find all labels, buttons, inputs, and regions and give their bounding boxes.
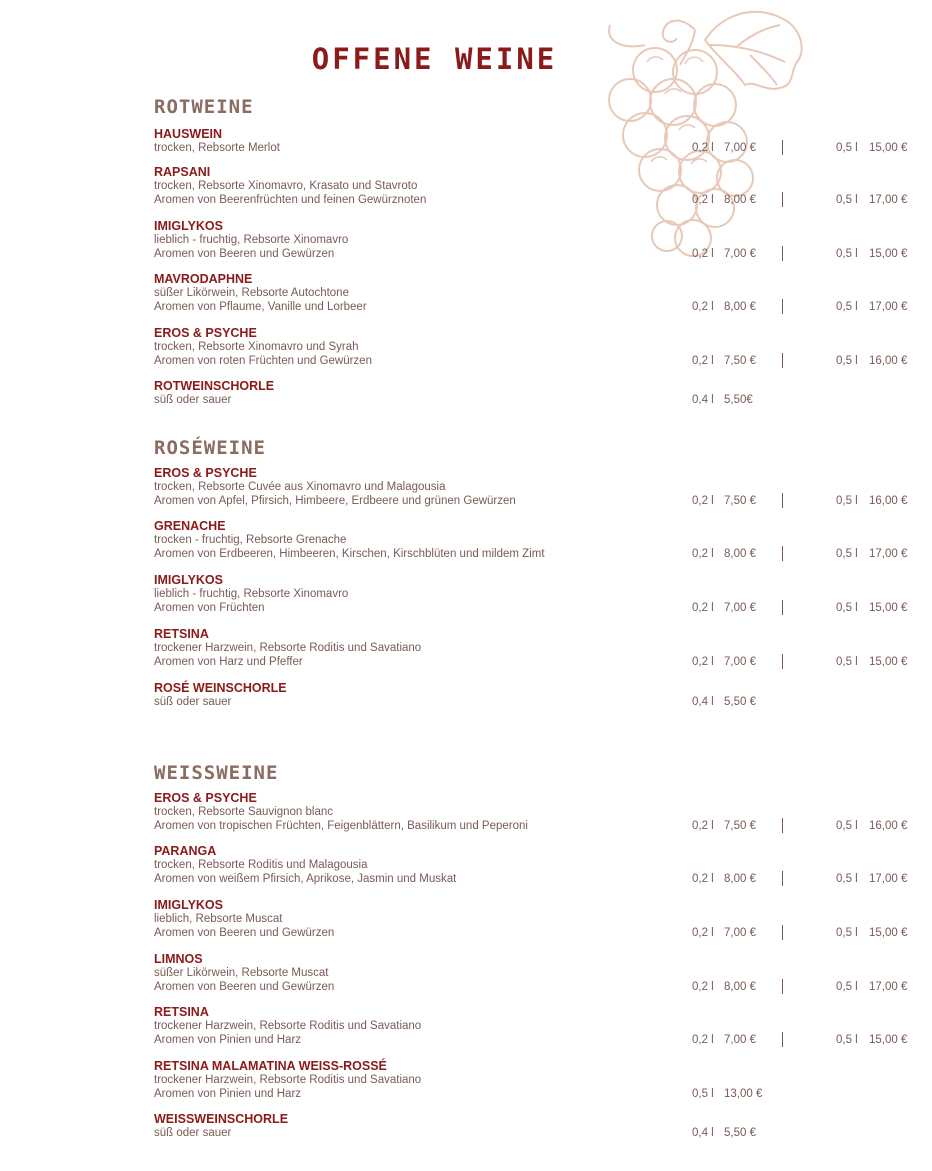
price-small: 13,00 €	[724, 1088, 763, 1100]
price-separator	[782, 871, 783, 886]
wine-item	[154, 326, 908, 368]
price-small: 5,50€	[724, 394, 753, 406]
volume-small: 0,2 l	[692, 656, 714, 668]
wine-description: trocken, Rebsorte Sauvignon blanc	[154, 806, 333, 818]
wine-description: Aromen von Beerenfrüchten und feinen Gewürznoten	[154, 194, 427, 206]
price-separator	[782, 979, 783, 994]
wine-description: Aromen von Apfel, Pfirsich, Himbeere, Erdbeere und grünen Gewürzen	[154, 495, 516, 507]
price-row	[692, 1087, 932, 1101]
wine-name: RAPSANI	[154, 165, 211, 179]
wine-name: RETSINA	[154, 1005, 209, 1019]
price-row	[692, 695, 932, 709]
wine-name: WEISSWEINSCHORLE	[154, 1112, 289, 1126]
wine-description: süß oder sauer	[154, 1127, 232, 1139]
wine-item	[154, 127, 908, 155]
price-separator	[782, 493, 783, 508]
price-row	[692, 247, 932, 261]
wine-description: lieblich, Rebsorte Muscat	[154, 913, 283, 925]
price-row	[692, 926, 932, 940]
price-small: 7,00 €	[724, 1034, 756, 1046]
volume-small: 0,4 l	[692, 696, 714, 708]
volume-small: 0,2 l	[692, 142, 714, 154]
wine-description: trockener Harzwein, Rebsorte Roditis und Savatiano	[154, 1074, 422, 1086]
price-row	[692, 354, 932, 368]
price-row	[692, 193, 932, 207]
wine-name: PARANGA	[154, 844, 217, 858]
price-row	[692, 494, 932, 508]
wine-name: IMIGLYKOS	[154, 573, 223, 587]
wine-name: GRENACHE	[154, 519, 226, 533]
wine-description: Aromen von weißem Pfirsich, Aprikose, Jasmin und Muskat	[154, 873, 457, 885]
price-row	[692, 1033, 932, 1047]
wine-item	[154, 165, 908, 207]
wine-name: LIMNOS	[154, 952, 203, 966]
price-small: 5,50 €	[724, 696, 756, 708]
volume-large: 0,5 l	[836, 248, 858, 260]
price-small: 7,50 €	[724, 355, 756, 367]
wine-description: süßer Likörwein, Rebsorte Autochtone	[154, 287, 349, 299]
price-row	[692, 601, 932, 615]
wine-name: EROS & PSYCHE	[154, 326, 257, 340]
price-large: 15,00 €	[869, 142, 908, 154]
wine-description: süßer Likörwein, Rebsorte Muscat	[154, 967, 329, 979]
wine-name: RETSINA MALAMATINA WEISS-ROSSÉ	[154, 1059, 387, 1073]
wine-description: süß oder sauer	[154, 394, 232, 406]
wine-name: MAVRODAPHNE	[154, 272, 253, 286]
volume-large: 0,5 l	[836, 194, 858, 206]
price-large: 17,00 €	[869, 301, 908, 313]
wine-item	[154, 519, 908, 561]
price-row	[692, 819, 932, 833]
wine-description: trocken, Rebsorte Xinomavro, Krasato und Stavroto	[154, 180, 418, 192]
volume-large: 0,5 l	[836, 548, 858, 560]
wine-item	[154, 272, 908, 314]
price-small: 8,00 €	[724, 981, 756, 993]
price-small: 8,00 €	[724, 548, 756, 560]
price-separator	[782, 546, 783, 561]
wine-description: lieblich - fruchtig, Rebsorte Xinomavro	[154, 588, 349, 600]
price-small: 7,00 €	[724, 248, 756, 260]
volume-large: 0,5 l	[836, 656, 858, 668]
volume-small: 0,2 l	[692, 355, 714, 367]
wine-name: EROS & PSYCHE	[154, 466, 257, 480]
wine-item	[154, 791, 908, 833]
volume-small: 0,2 l	[692, 548, 714, 560]
wine-item	[154, 1005, 908, 1047]
volume-small: 0,2 l	[692, 927, 714, 939]
price-large: 16,00 €	[869, 355, 908, 367]
wine-description: trocken, Rebsorte Xinomavro und Syrah	[154, 341, 359, 353]
price-large: 15,00 €	[869, 602, 908, 614]
volume-large: 0,5 l	[836, 602, 858, 614]
wine-description: trocken, Rebsorte Roditis und Malagousia	[154, 859, 368, 871]
volume-small: 0,2 l	[692, 194, 714, 206]
wine-description: Aromen von Pinien und Harz	[154, 1034, 302, 1046]
volume-large: 0,5 l	[836, 1034, 858, 1046]
volume-small: 0,2 l	[692, 248, 714, 260]
volume-small: 0,2 l	[692, 301, 714, 313]
price-large: 15,00 €	[869, 248, 908, 260]
wine-description: Aromen von Pflaume, Vanille und Lorbeer	[154, 301, 367, 313]
wine-description: Aromen von Harz und Pfeffer	[154, 656, 303, 668]
section-title: ROTWEINE	[154, 96, 254, 118]
volume-small: 0,5 l	[692, 1088, 714, 1100]
price-large: 17,00 €	[869, 548, 908, 560]
price-separator	[782, 192, 783, 207]
wine-name: IMIGLYKOS	[154, 898, 223, 912]
volume-large: 0,5 l	[836, 142, 858, 154]
volume-small: 0,2 l	[692, 873, 714, 885]
volume-small: 0,2 l	[692, 981, 714, 993]
price-separator	[782, 600, 783, 615]
price-separator	[782, 299, 783, 314]
price-separator	[782, 1032, 783, 1047]
price-large: 16,00 €	[869, 495, 908, 507]
wine-item	[154, 681, 774, 709]
price-small: 8,00 €	[724, 301, 756, 313]
price-large: 17,00 €	[869, 981, 908, 993]
wine-description: Aromen von Beeren und Gewürzen	[154, 981, 335, 993]
wine-description: trockener Harzwein, Rebsorte Roditis und Savatiano	[154, 642, 422, 654]
volume-large: 0,5 l	[836, 981, 858, 993]
price-row	[692, 141, 932, 155]
price-large: 17,00 €	[869, 194, 908, 206]
wine-description: Aromen von Pinien und Harz	[154, 1088, 302, 1100]
price-small: 7,50 €	[724, 820, 756, 832]
price-row	[692, 300, 932, 314]
price-small: 7,00 €	[724, 602, 756, 614]
wine-item	[154, 466, 908, 508]
price-separator	[782, 246, 783, 261]
price-small: 5,50 €	[724, 1127, 756, 1139]
volume-small: 0,4 l	[692, 394, 714, 406]
price-row	[692, 872, 932, 886]
wine-item	[154, 1059, 774, 1101]
wine-description: lieblich - fruchtig, Rebsorte Xinomavro	[154, 234, 349, 246]
price-large: 15,00 €	[869, 656, 908, 668]
volume-large: 0,5 l	[836, 355, 858, 367]
section-title: WEISSWEINE	[154, 762, 279, 784]
price-small: 7,50 €	[724, 495, 756, 507]
wine-description: Aromen von Früchten	[154, 602, 265, 614]
volume-large: 0,5 l	[836, 495, 858, 507]
wine-description: trocken, Rebsorte Cuvée aus Xinomavro und Malagousia	[154, 481, 446, 493]
volume-large: 0,5 l	[836, 927, 858, 939]
price-large: 15,00 €	[869, 927, 908, 939]
wine-name: HAUSWEIN	[154, 127, 223, 141]
price-large: 16,00 €	[869, 820, 908, 832]
wine-name: ROSÉ WEINSCHORLE	[154, 681, 287, 695]
wine-item	[154, 952, 908, 994]
price-separator	[782, 925, 783, 940]
wine-description: Aromen von Beeren und Gewürzen	[154, 248, 335, 260]
wine-name: RETSINA	[154, 627, 209, 641]
volume-small: 0,2 l	[692, 1034, 714, 1046]
section-title: ROSÉWEINE	[154, 437, 266, 459]
wine-description: trocken - fruchtig, Rebsorte Grenache	[154, 534, 347, 546]
price-row	[692, 1126, 932, 1140]
price-row	[692, 547, 932, 561]
price-large: 17,00 €	[869, 873, 908, 885]
volume-large: 0,5 l	[836, 301, 858, 313]
price-large: 15,00 €	[869, 1034, 908, 1046]
wine-description: Aromen von Beeren und Gewürzen	[154, 927, 335, 939]
page-title: OFFENE WEINE	[311, 42, 558, 76]
wine-description: süß oder sauer	[154, 696, 232, 708]
wine-name: IMIGLYKOS	[154, 219, 223, 233]
price-row	[692, 980, 932, 994]
wine-name: EROS & PSYCHE	[154, 791, 257, 805]
wine-description: Aromen von Erdbeeren, Himbeeren, Kirschen, Kirschblüten und mildem Zimt	[154, 548, 545, 560]
price-separator	[782, 654, 783, 669]
price-separator	[782, 353, 783, 368]
price-small: 7,00 €	[724, 142, 756, 154]
wine-name: ROTWEINSCHORLE	[154, 379, 275, 393]
wine-description: Aromen von roten Früchten und Gewürzen	[154, 355, 372, 367]
wine-description: Aromen von tropischen Früchten, Feigenblättern, Basilikum und Peperoni	[154, 820, 528, 832]
price-separator	[782, 818, 783, 833]
wine-item	[154, 844, 908, 886]
wine-description: trocken, Rebsorte Merlot	[154, 142, 280, 154]
volume-large: 0,5 l	[836, 820, 858, 832]
wine-item	[154, 627, 908, 669]
price-small: 8,00 €	[724, 194, 756, 206]
volume-small: 0,4 l	[692, 1127, 714, 1139]
wine-item	[154, 219, 908, 261]
wine-item	[154, 573, 908, 615]
wine-item	[154, 898, 908, 940]
wine-description: trockener Harzwein, Rebsorte Roditis und Savatiano	[154, 1020, 422, 1032]
price-small: 7,00 €	[724, 927, 756, 939]
price-small: 7,00 €	[724, 656, 756, 668]
price-small: 8,00 €	[724, 873, 756, 885]
price-row	[692, 655, 932, 669]
wine-item	[154, 1112, 774, 1140]
price-row	[692, 393, 932, 407]
volume-small: 0,2 l	[692, 820, 714, 832]
volume-small: 0,2 l	[692, 602, 714, 614]
wine-item	[154, 379, 774, 407]
volume-large: 0,5 l	[836, 873, 858, 885]
volume-small: 0,2 l	[692, 495, 714, 507]
price-separator	[782, 140, 783, 155]
